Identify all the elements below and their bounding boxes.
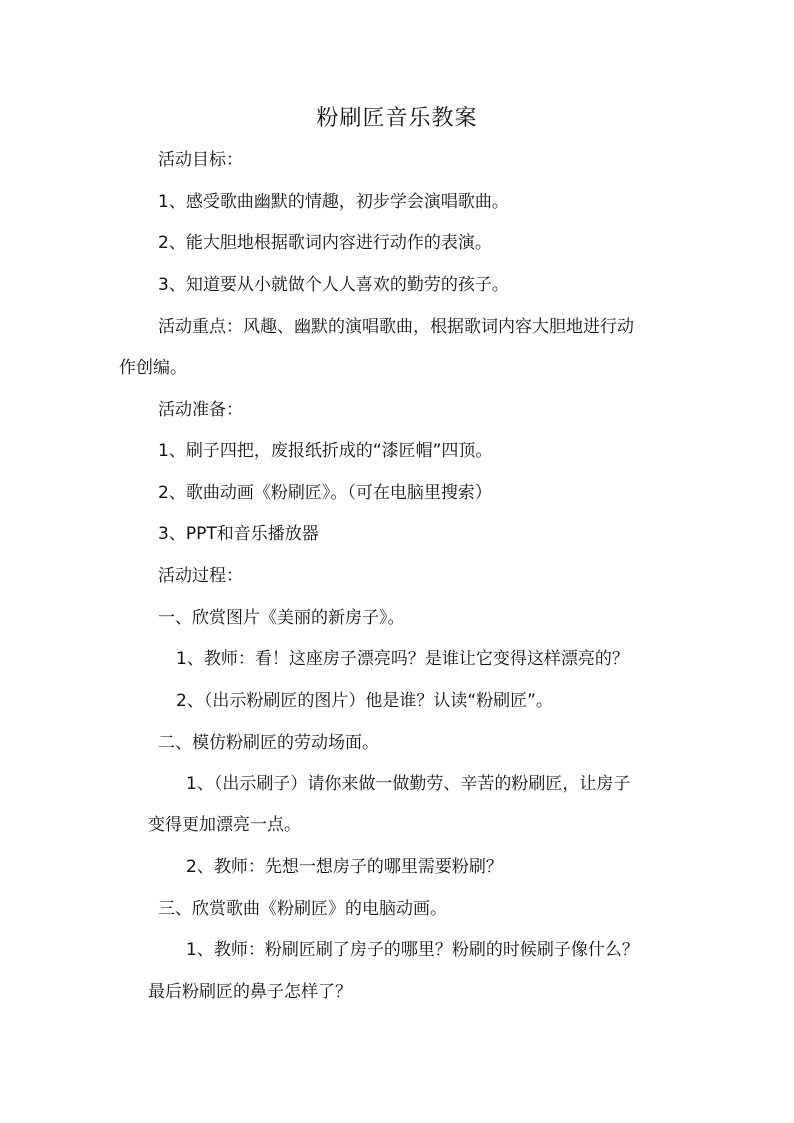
paragraph-line: 作创编。 (119, 358, 187, 378)
paragraph-line: 1、教师：粉刷匠刷了房子的哪里？粉刷的时候刷子像什么？ (186, 940, 639, 960)
paragraph-line: 二、模仿粉刷匠的劳动场面。 (158, 733, 379, 753)
paragraph-line: 一、欣赏图片《美丽的新房子》。 (158, 608, 405, 628)
paragraph-line: 2、歌曲动画《粉刷匠》。（可在电脑里搜索） (158, 483, 492, 503)
paragraph-line: 3、知道要从小就做个人人喜欢的勤劳的孩子。 (158, 275, 509, 295)
paragraph-line: 2、教师：先想一想房子的哪里需要粉刷？ (186, 857, 503, 877)
paragraph-line: 1、（出示刷子）请你来做一做勤劳、辛苦的粉刷匠，让房子 (186, 774, 631, 794)
paragraph-line: 2、（出示粉刷匠的图片）他是谁？认读“粉刷匠”。 (176, 691, 553, 711)
paragraph-line: 变得更加漂亮一点。 (148, 815, 301, 835)
paragraph-line: 最后粉刷匠的鼻子怎样了？ (148, 982, 352, 1002)
paragraph-line: 1、刷子四把，废报纸折成的“漆匠帽”四顶。 (158, 441, 493, 461)
paragraph-line: 活动重点：风趣、幽默的演唱歌曲，根据歌词内容大胆地进行动 (158, 317, 634, 337)
paragraph-line: 2、能大胆地根据歌词内容进行动作的表演。 (158, 233, 492, 253)
paragraph-line: 三、欣赏歌曲《粉刷匠》的电脑动画。 (158, 899, 447, 919)
section-heading-preparation: 活动准备： (158, 400, 243, 420)
paragraph-line: 1、感受歌曲幽默的情趣，初步学会演唱歌曲。 (158, 192, 509, 212)
section-heading-goals: 活动目标： (158, 150, 243, 170)
paragraph-line: 3、PPT和音乐播放器 (158, 524, 319, 544)
section-heading-process: 活动过程： (158, 566, 243, 586)
document-title: 粉刷匠音乐教案 (316, 106, 478, 131)
paragraph-line: 1、教师：看！这座房子漂亮吗？是谁让它变得这样漂亮的？ (176, 649, 629, 669)
